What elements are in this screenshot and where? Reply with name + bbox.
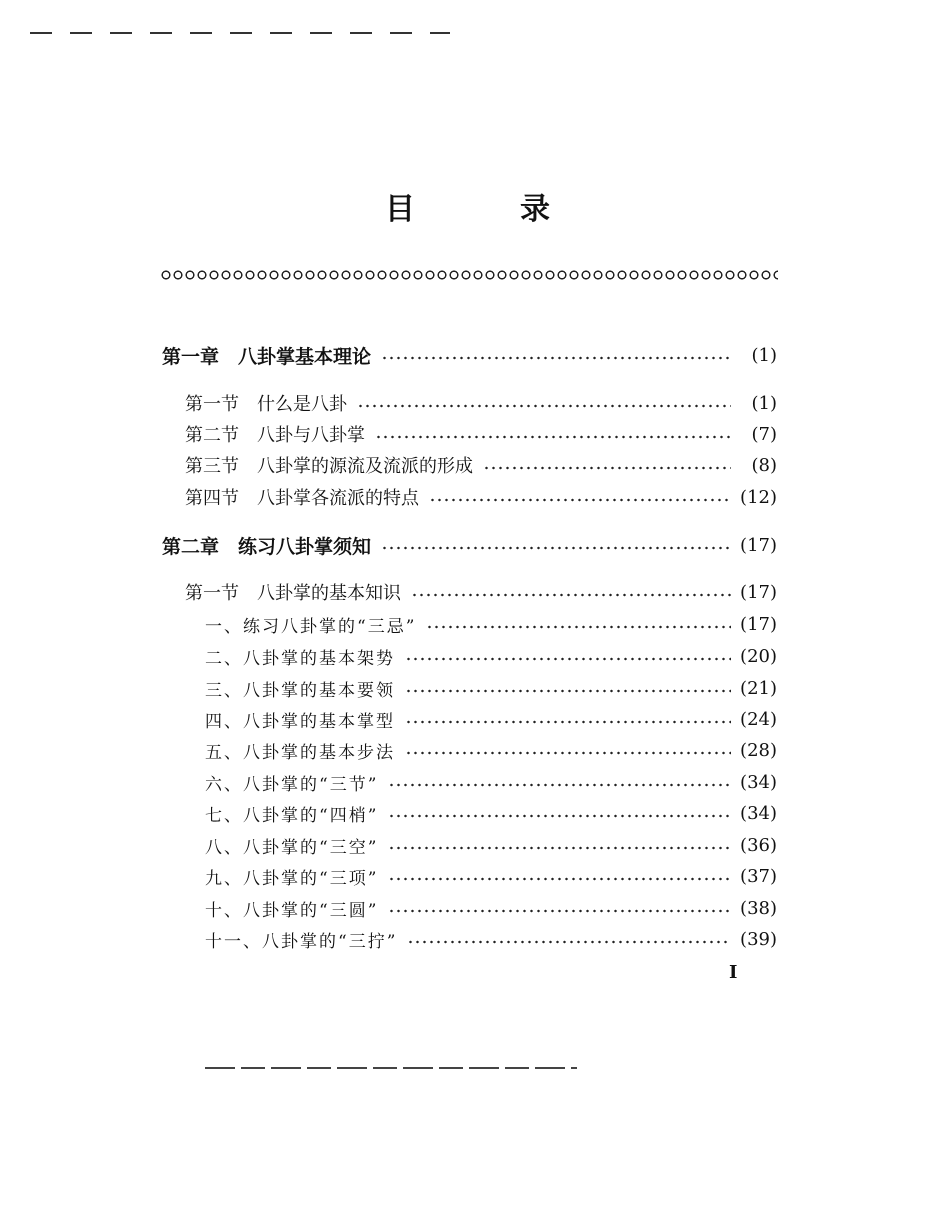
toc-label: 十、八卦掌的“三圆” [205,900,379,921]
toc-page: (34) [740,802,777,824]
leader-dots [405,705,731,733]
toc-page: (36) [740,834,777,856]
toc-page: (34) [740,771,777,793]
toc-section-1-3[interactable] [185,451,777,479]
toc-item-3[interactable] [205,674,777,702]
toc-item-6[interactable] [205,768,777,796]
toc-page: (1) [751,392,777,414]
toc-label: 第一节 八卦掌的基本知识 [185,583,401,604]
toc-section-2-1[interactable] [185,578,777,606]
toc-page: (37) [740,865,777,887]
toc-label: 第三节 八卦掌的源流及流派的形成 [185,456,473,477]
toc-page: (7) [751,423,777,445]
toc-label: 六、八卦掌的“三节” [205,774,379,795]
leader-dots [405,736,731,764]
toc-page: (21) [740,677,777,699]
leader-dots [388,862,731,890]
leader-dots [407,925,731,953]
leader-dots [388,768,731,796]
toc-page: (20) [740,645,777,667]
leader-dots [388,894,731,922]
toc-label: 五、八卦掌的基本步法 [205,742,395,763]
toc-label: 七、八卦掌的“四梢” [205,805,379,826]
toc-item-11[interactable] [205,925,777,953]
toc-item-5[interactable] [205,736,777,764]
toc-label: 二、八卦掌的基本架势 [205,648,395,669]
toc-page: (12) [740,486,777,508]
title-char-2: 录 [520,192,550,227]
toc-page: (1) [751,344,777,366]
toc-page: (39) [740,928,777,950]
toc-page: (38) [740,897,777,919]
toc-item-1[interactable] [205,610,777,638]
toc-label: 三、八卦掌的基本要领 [205,680,395,701]
toc-label: 一、练习八卦掌的“三忌” [205,616,417,637]
toc-label: 第二节 八卦与八卦掌 [185,425,365,446]
toc-label: 第二章 练习八卦掌须知 [162,535,372,558]
leader-dots [483,451,731,479]
leader-dots [426,610,731,638]
leader-dots [411,578,731,606]
toc-page: (28) [740,739,777,761]
leader-dots [375,420,731,448]
title-char-1: 目 [385,192,415,227]
toc-section-1-4[interactable] [185,483,777,511]
toc-label: 九、八卦掌的“三项” [205,868,379,889]
toc-section-1-2[interactable] [185,420,777,448]
leader-dots [388,831,731,859]
toc-page: (17) [740,613,777,635]
page-number: I [729,962,738,983]
toc-page: (17) [740,534,777,556]
leader-dots [381,341,731,369]
toc-item-10[interactable] [205,894,777,922]
toc-item-2[interactable] [205,642,777,670]
toc-label: 第四节 八卦掌各流派的特点 [185,488,419,509]
leader-dots [405,642,731,670]
toc-item-4[interactable] [205,705,777,733]
leader-dots [388,799,731,827]
toc-label: 八、八卦掌的“三空” [205,837,379,858]
leader-dots [381,531,731,559]
toc-label: 第一节 什么是八卦 [185,394,347,415]
toc-item-7[interactable] [205,799,777,827]
leader-dots [405,674,731,702]
toc-chapter-2[interactable] [162,531,777,559]
bottom-dashed-line [205,1067,577,1069]
toc-section-1-1[interactable] [185,389,777,417]
toc-item-9[interactable] [205,862,777,890]
toc-page: (17) [740,581,777,603]
toc-label: 第一章 八卦掌基本理论 [162,345,372,368]
toc-label: 四、八卦掌的基本掌型 [205,711,395,732]
leader-dots [357,389,731,417]
leader-dots [429,483,731,511]
toc-chapter-1[interactable] [162,341,777,369]
toc-page: (8) [751,454,777,476]
toc-page: (24) [740,708,777,730]
toc-item-8[interactable] [205,831,777,859]
toc-label: 十一、八卦掌的“三拧” [205,931,398,952]
